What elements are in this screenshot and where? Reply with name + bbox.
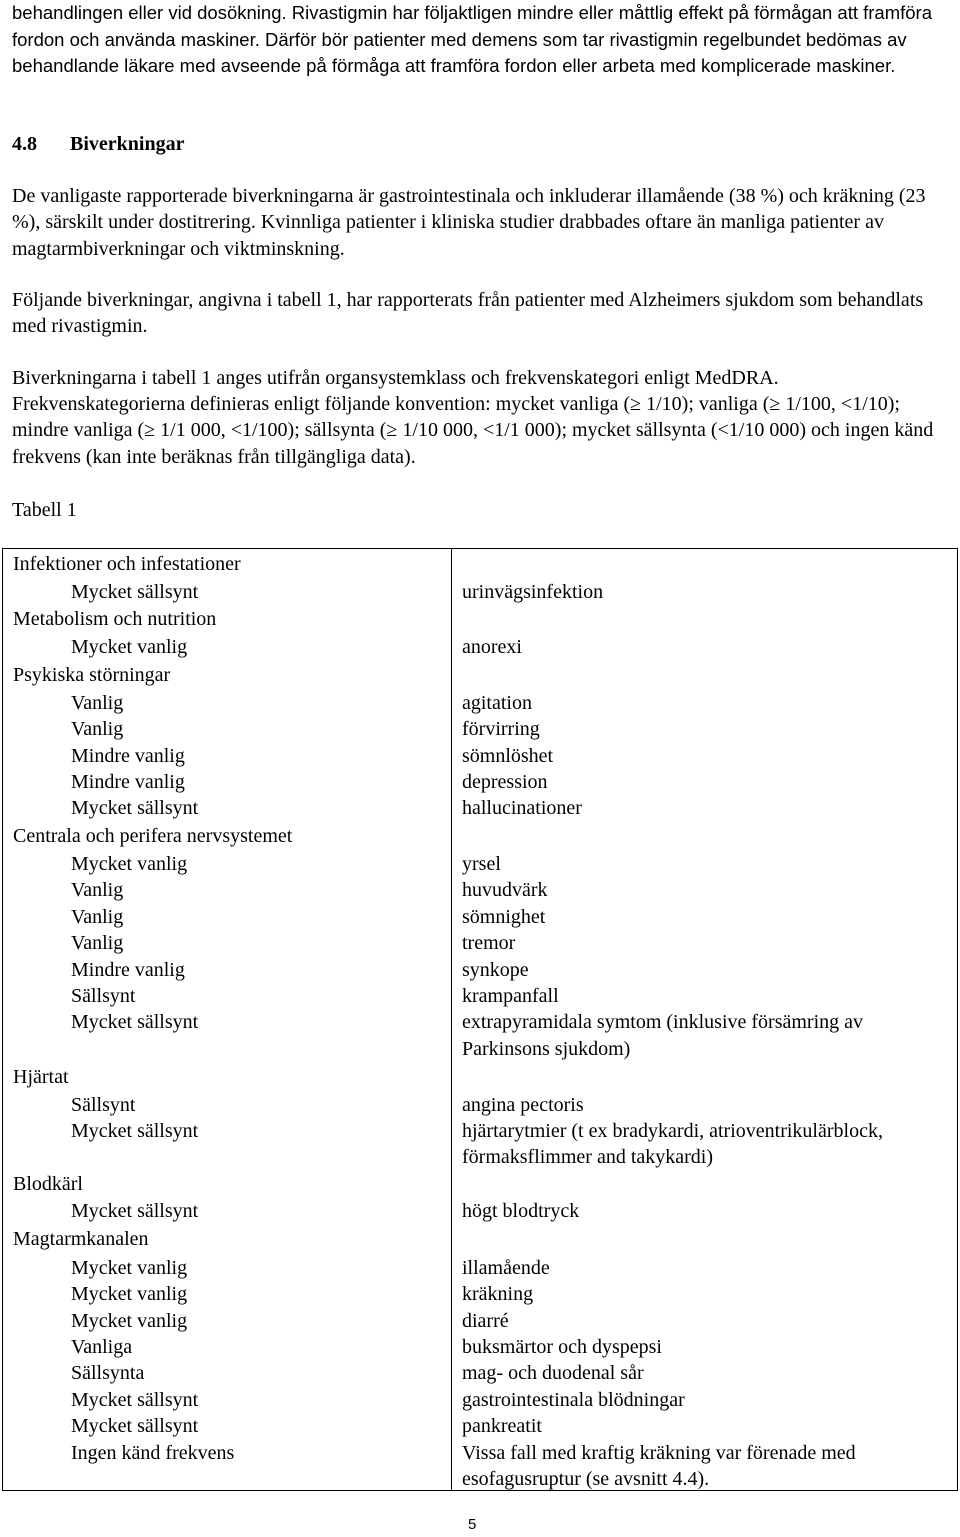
frequency-cell: Mycket sällsynt: [71, 1200, 199, 1222]
frequency-cell: Mycket vanlig: [71, 636, 188, 658]
reaction-term-cell: illamående: [462, 1257, 550, 1279]
reaction-term-cell: krampanfall: [462, 985, 559, 1007]
frequency-cell: Mycket vanlig: [71, 1283, 188, 1305]
reaction-term-cell: urinvägsinfektion: [462, 581, 604, 603]
section-title: Biverkningar: [70, 133, 185, 155]
reaction-term-cell: anorexi: [462, 636, 522, 658]
intro-paragraph: behandlingen eller vid dosökning. Rivastigmin har följaktligen mindre eller måttlig effekt på förmågan att framföra fordon och använda maskiner. Därför bör patienter med demens som tar rivastigmin regelbundet bedömas av behandlande läkare med avseende på förmåga att framföra fordon eller arbeta med komplicerade maskiner.: [12, 2, 933, 77]
frequency-cell: Mindre vanlig: [71, 771, 185, 793]
frequency-cell: Sällsynt: [71, 985, 136, 1007]
reaction-term-cell: sömnighet: [462, 906, 546, 928]
frequency-cell: Vanlig: [71, 718, 124, 740]
frequency-cell: Mindre vanlig: [71, 959, 185, 981]
reaction-term-cell: synkope: [462, 959, 529, 981]
frequency-cell: Mycket sällsynt: [71, 797, 199, 819]
reaction-term-cell: hjärtarytmier (t ex bradykardi, atrioventrikulärblock,: [462, 1120, 883, 1142]
frequency-cell: Mycket sällsynt: [71, 581, 199, 603]
frequency-cell: Mycket sällsynt: [71, 1415, 199, 1437]
reaction-term-cell: mag- och duodenal sår: [462, 1362, 644, 1384]
frequency-cell: Vanlig: [71, 932, 124, 954]
reaction-term-cell: högt blodtryck: [462, 1200, 580, 1222]
reaction-term-cell: yrsel: [462, 853, 501, 875]
reaction-term-cell: angina pectoris: [462, 1094, 584, 1116]
reaction-term-cell: esofagusruptur (se avsnitt 4.4).: [462, 1468, 710, 1490]
reaction-term-cell: förvirring: [462, 718, 540, 740]
table-title: Tabell 1: [12, 499, 77, 521]
section-heading: [12, 131, 184, 157]
reaction-term-cell: gastrointestinala blödningar: [462, 1389, 685, 1411]
paragraph-common-side-effects: De vanligaste rapporterade biverkningarna är gastrointestinala och inkluderar illamående (38 %) och kräkning (23 %), särskilt under dostitrering. Kvinnliga patienter i kliniska studier drabbades oftare än manliga patienter av magtarmbiverkningar och viktminskning.: [12, 185, 926, 260]
category-label: Centrala och perifera nervsystemet: [13, 825, 293, 847]
reaction-term-cell: pankreatit: [462, 1415, 542, 1437]
frequency-cell: Mycket vanlig: [71, 1257, 188, 1279]
frequency-cell: Mycket sällsynt: [71, 1011, 199, 1033]
reaction-term-cell: tremor: [462, 932, 516, 954]
frequency-cell: Sällsynt: [71, 1094, 136, 1116]
frequency-cell: Ingen känd frekvens: [71, 1442, 235, 1464]
frequency-cell: Mycket sällsynt: [71, 1389, 199, 1411]
paragraph-frequency-convention: Frekvenskategorierna definieras enligt följande konvention: mycket vanliga (≥ 1/10); vanliga (≥ 1/100, <1/10); mindre vanliga (≥ 1/1 000, <1/100); sällsynta (≥ 1/10 000, <1/1 000); mycket sällsynta (<1/10 000) och ingen känd frekvens (kan inte beräknas från tillgängliga data).: [12, 393, 934, 468]
category-label: Hjärtat: [13, 1066, 69, 1088]
frequency-cell: Sällsynta: [71, 1362, 145, 1384]
frequency-cell: Vanlig: [71, 692, 124, 714]
reaction-term-cell: agitation: [462, 692, 532, 714]
frequency-cell: Vanliga: [71, 1336, 133, 1358]
page-number: 5: [468, 1516, 477, 1533]
reaction-term-cell: Vissa fall med kraftig kräkning var förenade med: [462, 1442, 856, 1464]
category-label: Psykiska störningar: [13, 664, 171, 686]
reaction-term-cell: huvudvärk: [462, 879, 548, 901]
frequency-cell: Mindre vanlig: [71, 745, 185, 767]
frequency-cell: Mycket sällsynt: [71, 1120, 199, 1142]
reaction-term-cell: förmaksflimmer and takykardi): [462, 1146, 714, 1168]
column-divider: [451, 549, 452, 1490]
reaction-term-cell: extrapyramidala symtom (inklusive försämring av: [462, 1011, 864, 1033]
reaction-term-cell: kräkning: [462, 1283, 534, 1305]
paragraph-meddra: Biverkningarna i tabell 1 anges utifrån organsystemklass och frekvenskategori enligt MedDRA.: [12, 367, 779, 389]
frequency-cell: Mycket vanlig: [71, 853, 188, 875]
frequency-cell: Vanlig: [71, 879, 124, 901]
frequency-cell: Mycket vanlig: [71, 1310, 188, 1332]
reaction-term-cell: sömnlöshet: [462, 745, 554, 767]
category-label: Blodkärl: [13, 1173, 83, 1195]
category-label: Metabolism och nutrition: [13, 608, 217, 630]
reaction-term-cell: hallucinationer: [462, 797, 582, 819]
frequency-cell: Vanlig: [71, 906, 124, 928]
paragraph-table-reference: Följande biverkningar, angivna i tabell 1, har rapporterats från patienter med Alzheimers sjukdom som behandlats med rivastigmin.: [12, 289, 924, 338]
reaction-term-cell: depression: [462, 771, 548, 793]
category-label: Infektioner och infestationer: [13, 553, 241, 575]
adverse-reactions-table: [2, 548, 958, 1491]
category-label: Magtarmkanalen: [13, 1228, 149, 1250]
section-number: 4.8: [12, 133, 37, 155]
reaction-term-cell: diarré: [462, 1310, 509, 1332]
reaction-term-cell: Parkinsons sjukdom): [462, 1038, 631, 1060]
reaction-term-cell: buksmärtor och dyspepsi: [462, 1336, 662, 1358]
